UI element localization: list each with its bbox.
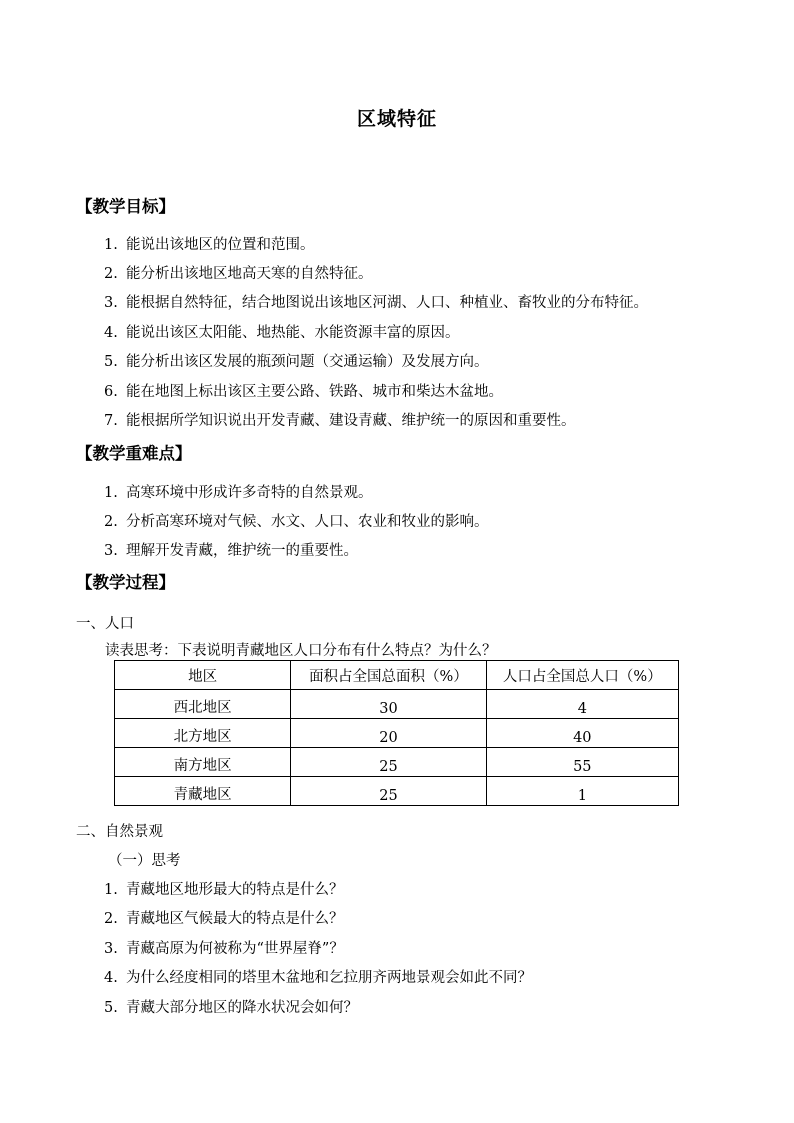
question-item [104, 907, 344, 928]
objective-item [104, 321, 460, 342]
item-text: 能说出该地区的位置和范围。 [126, 237, 315, 253]
item-number: 2. [104, 514, 118, 530]
item-number: 1. [104, 882, 118, 898]
region-cell: 青藏地区 [115, 777, 291, 806]
key-point-item [104, 510, 489, 531]
objective-item [104, 409, 576, 430]
objective-item [104, 233, 315, 254]
item-text: 青藏地区地形最大的特点是什么？ [126, 882, 344, 898]
page-title: 区域特征 [356, 108, 437, 130]
area-cell: 30 [291, 690, 486, 719]
item-number: 2. [104, 911, 118, 927]
table-row [115, 719, 679, 748]
item-number: 7. [104, 413, 118, 429]
population-cell: 1 [486, 777, 678, 806]
column-header: 面积占全国总面积（%） [291, 661, 486, 690]
section-landscape-title: 二、自然景观 [76, 824, 163, 840]
table-header-row [115, 661, 679, 690]
table-row [115, 748, 679, 777]
item-number: 1. [104, 237, 118, 253]
key-points-heading: 【教学重难点】 [76, 444, 192, 463]
objective-item [104, 380, 503, 401]
objective-item [104, 262, 373, 283]
think-subtitle: （一）思考 [108, 853, 181, 869]
table-prompt: 读表思考：下表说明青藏地区人口分布有什么特点？为什么？ [105, 643, 497, 659]
item-text: 分析高寒环境对气候、水文、人口、农业和牧业的影响。 [126, 514, 489, 530]
section-population-title: 一、人口 [76, 616, 134, 632]
item-text: 能说出该区太阳能、地热能、水能资源丰富的原因。 [126, 325, 460, 341]
question-item [104, 937, 344, 958]
area-cell: 25 [291, 748, 486, 777]
population-table [114, 660, 679, 806]
region-cell: 南方地区 [115, 748, 291, 777]
area-cell: 20 [291, 719, 486, 748]
item-number: 3. [104, 295, 118, 311]
question-item [104, 996, 358, 1017]
column-header: 人口占全国总人口（%） [486, 661, 678, 690]
item-number: 1. [104, 485, 118, 501]
item-number: 5. [104, 1000, 118, 1016]
item-number: 3. [104, 941, 118, 957]
objective-item [104, 291, 648, 312]
key-point-item [104, 481, 373, 502]
question-item [104, 966, 532, 987]
item-number: 6. [104, 384, 118, 400]
table-row [115, 777, 679, 806]
question-item [104, 878, 344, 899]
item-text: 能分析出该地区地高天寒的自然特征。 [126, 266, 373, 282]
item-text: 理解开发青藏，维护统一的重要性。 [126, 543, 358, 559]
area-cell: 25 [291, 777, 486, 806]
key-point-item [104, 539, 358, 560]
item-text: 青藏大部分地区的降水状况会如何？ [126, 1000, 358, 1016]
item-text: 为什么经度相同的塔里木盆地和乞拉朋齐两地景观会如此不同？ [126, 970, 532, 986]
region-cell: 西北地区 [115, 690, 291, 719]
process-heading: 【教学过程】 [76, 573, 175, 592]
item-text: 能分析出该区发展的瓶颈问题（交通运输）及发展方向。 [126, 354, 489, 370]
population-cell: 55 [486, 748, 678, 777]
item-text: 能在地图上标出该区主要公路、铁路、城市和柴达木盆地。 [126, 384, 503, 400]
column-header: 地区 [115, 661, 291, 690]
item-text: 青藏地区气候最大的特点是什么？ [126, 911, 344, 927]
population-cell: 4 [486, 690, 678, 719]
item-number: 5. [104, 354, 118, 370]
region-cell: 北方地区 [115, 719, 291, 748]
population-cell: 40 [486, 719, 678, 748]
item-text: 能根据自然特征，结合地图说出该地区河湖、人口、种植业、畜牧业的分布特征。 [126, 295, 648, 311]
item-text: 高寒环境中形成许多奇特的自然景观。 [126, 485, 373, 501]
item-text: 青藏高原为何被称为“世界屋脊”？ [126, 941, 344, 957]
item-number: 4. [104, 970, 118, 986]
objective-item [104, 350, 489, 371]
objectives-heading: 【教学目标】 [76, 197, 175, 216]
table-row [115, 690, 679, 719]
item-number: 3. [104, 543, 118, 559]
item-number: 4. [104, 325, 118, 341]
item-text: 能根据所学知识说出开发青藏、建设青藏、维护统一的原因和重要性。 [126, 413, 576, 429]
item-number: 2. [104, 266, 118, 282]
